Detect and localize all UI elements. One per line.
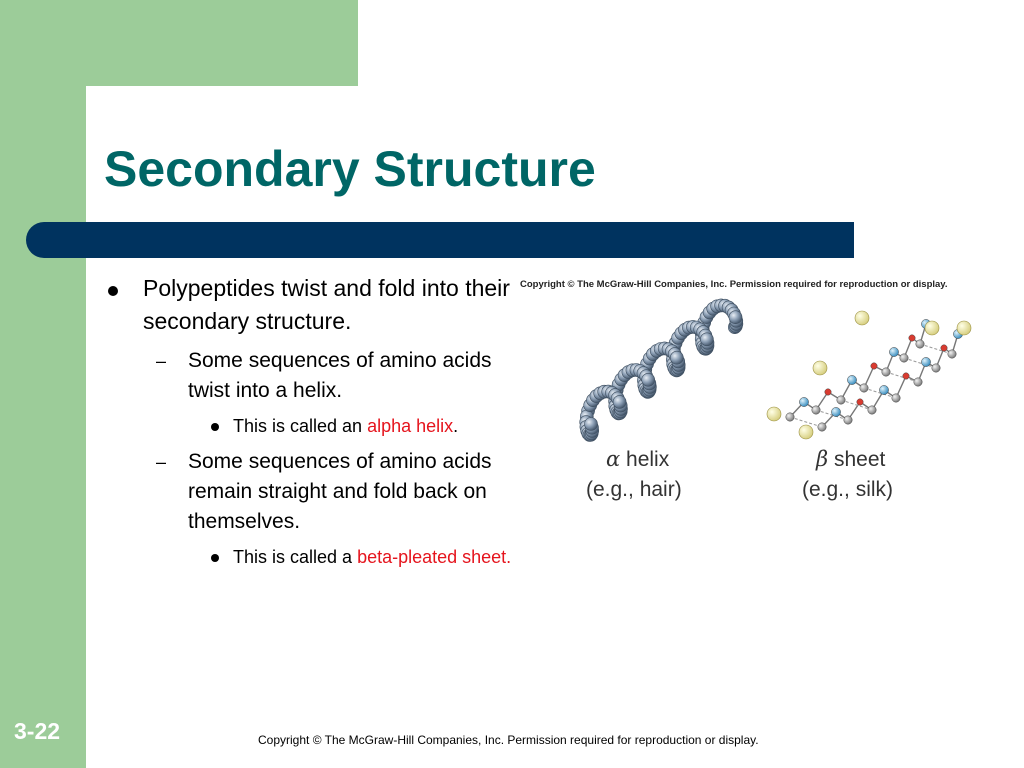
bullet-sub-sheet-text: Some sequences of amino acids remain straight and fold back on themselves. — [188, 450, 492, 533]
helix-atom — [642, 373, 655, 386]
carbon-atom — [868, 406, 876, 414]
carbon-atom — [860, 384, 868, 392]
bullet-sub-helix — [156, 346, 518, 406]
oxygen-atom — [941, 345, 947, 351]
bullet-main-text: Polypeptides twist and fold into their secondary structure. — [143, 275, 510, 334]
beta-sheet-model — [767, 311, 971, 439]
helix-atom — [585, 418, 598, 431]
footer-copyright: Copyright © The McGraw-Hill Companies, Inc. Permission required for reproduction or display. — [258, 733, 759, 747]
beta-symbol: β — [816, 447, 829, 471]
carbon-atom — [914, 378, 922, 386]
carbon-atom — [932, 364, 940, 372]
sheet-caption — [816, 446, 885, 473]
detail-suffix: . — [453, 416, 459, 436]
oxygen-atom — [909, 335, 915, 341]
side-chain-atom — [799, 425, 813, 439]
carbon-atom — [786, 413, 794, 421]
sheet-label: sheet — [833, 448, 886, 471]
oxygen-atom — [825, 389, 831, 395]
side-chain-atom — [813, 361, 827, 375]
detail-prefix: This is called an — [233, 416, 368, 436]
bullet-dot — [211, 423, 219, 431]
top-green-band — [0, 0, 358, 86]
helix-label: helix — [626, 448, 670, 471]
carbon-atom — [892, 394, 900, 402]
dash-marker: – — [156, 452, 167, 472]
oxygen-atom — [871, 363, 877, 369]
carbon-atom — [882, 368, 890, 376]
secondary-structure-figure — [560, 292, 990, 512]
hydrogen-bond — [904, 358, 936, 368]
carbon-atom — [818, 423, 826, 431]
dash-marker: – — [156, 351, 167, 371]
title-underline-bar — [26, 222, 854, 258]
helix-example: (e.g., hair) — [586, 478, 682, 501]
hydrogen-bond — [886, 372, 918, 382]
carbon-atom — [812, 406, 820, 414]
detail-prefix: This is called a — [233, 547, 358, 567]
figure-copyright: Copyright © The McGraw-Hill Companies, Inc. Permission required for reproduction or display. — [520, 279, 948, 290]
bullet-detail-sheet — [233, 543, 533, 571]
nitrogen-atom — [847, 375, 856, 384]
bullet-detail-helix — [233, 412, 533, 440]
sheet-example: (e.g., silk) — [802, 478, 894, 501]
oxygen-atom — [903, 373, 909, 379]
bullet-sub-sheet — [156, 447, 518, 537]
oxygen-atom — [857, 399, 863, 405]
carbon-atom — [916, 340, 924, 348]
helix-caption — [606, 446, 669, 473]
helix-atom — [670, 351, 683, 364]
helix-atom — [700, 333, 713, 346]
alpha-symbol: α — [606, 447, 621, 471]
carbon-atom — [948, 350, 956, 358]
nitrogen-atom — [799, 397, 808, 406]
helix-atom — [729, 311, 742, 324]
alpha-helix-model — [580, 299, 743, 442]
bullet-sub-helix-text: Some sequences of amino acids twist into a helix. — [188, 349, 492, 402]
left-green-band — [0, 0, 86, 768]
carbon-atom — [900, 354, 908, 362]
slide-title: Secondary Structure — [104, 141, 596, 197]
term-beta-sheet: beta-pleated sheet. — [357, 547, 512, 567]
side-chain-atom — [767, 407, 781, 421]
nitrogen-atom — [889, 347, 898, 356]
nitrogen-atom — [879, 385, 888, 394]
nitrogen-atom — [921, 357, 930, 366]
content-corner — [86, 86, 146, 146]
slide-number: 3-22 — [14, 718, 61, 744]
carbon-atom — [837, 396, 845, 404]
side-chain-atom — [957, 321, 971, 335]
bullet-main — [100, 272, 563, 338]
side-chain-atom — [855, 311, 869, 325]
bullet-dot — [211, 554, 219, 562]
helix-atom — [613, 395, 626, 408]
side-chain-atom — [925, 321, 939, 335]
carbon-atom — [844, 416, 852, 424]
bullet-dot — [108, 286, 118, 296]
nitrogen-atom — [831, 407, 840, 416]
term-alpha-helix: alpha helix — [367, 416, 454, 436]
